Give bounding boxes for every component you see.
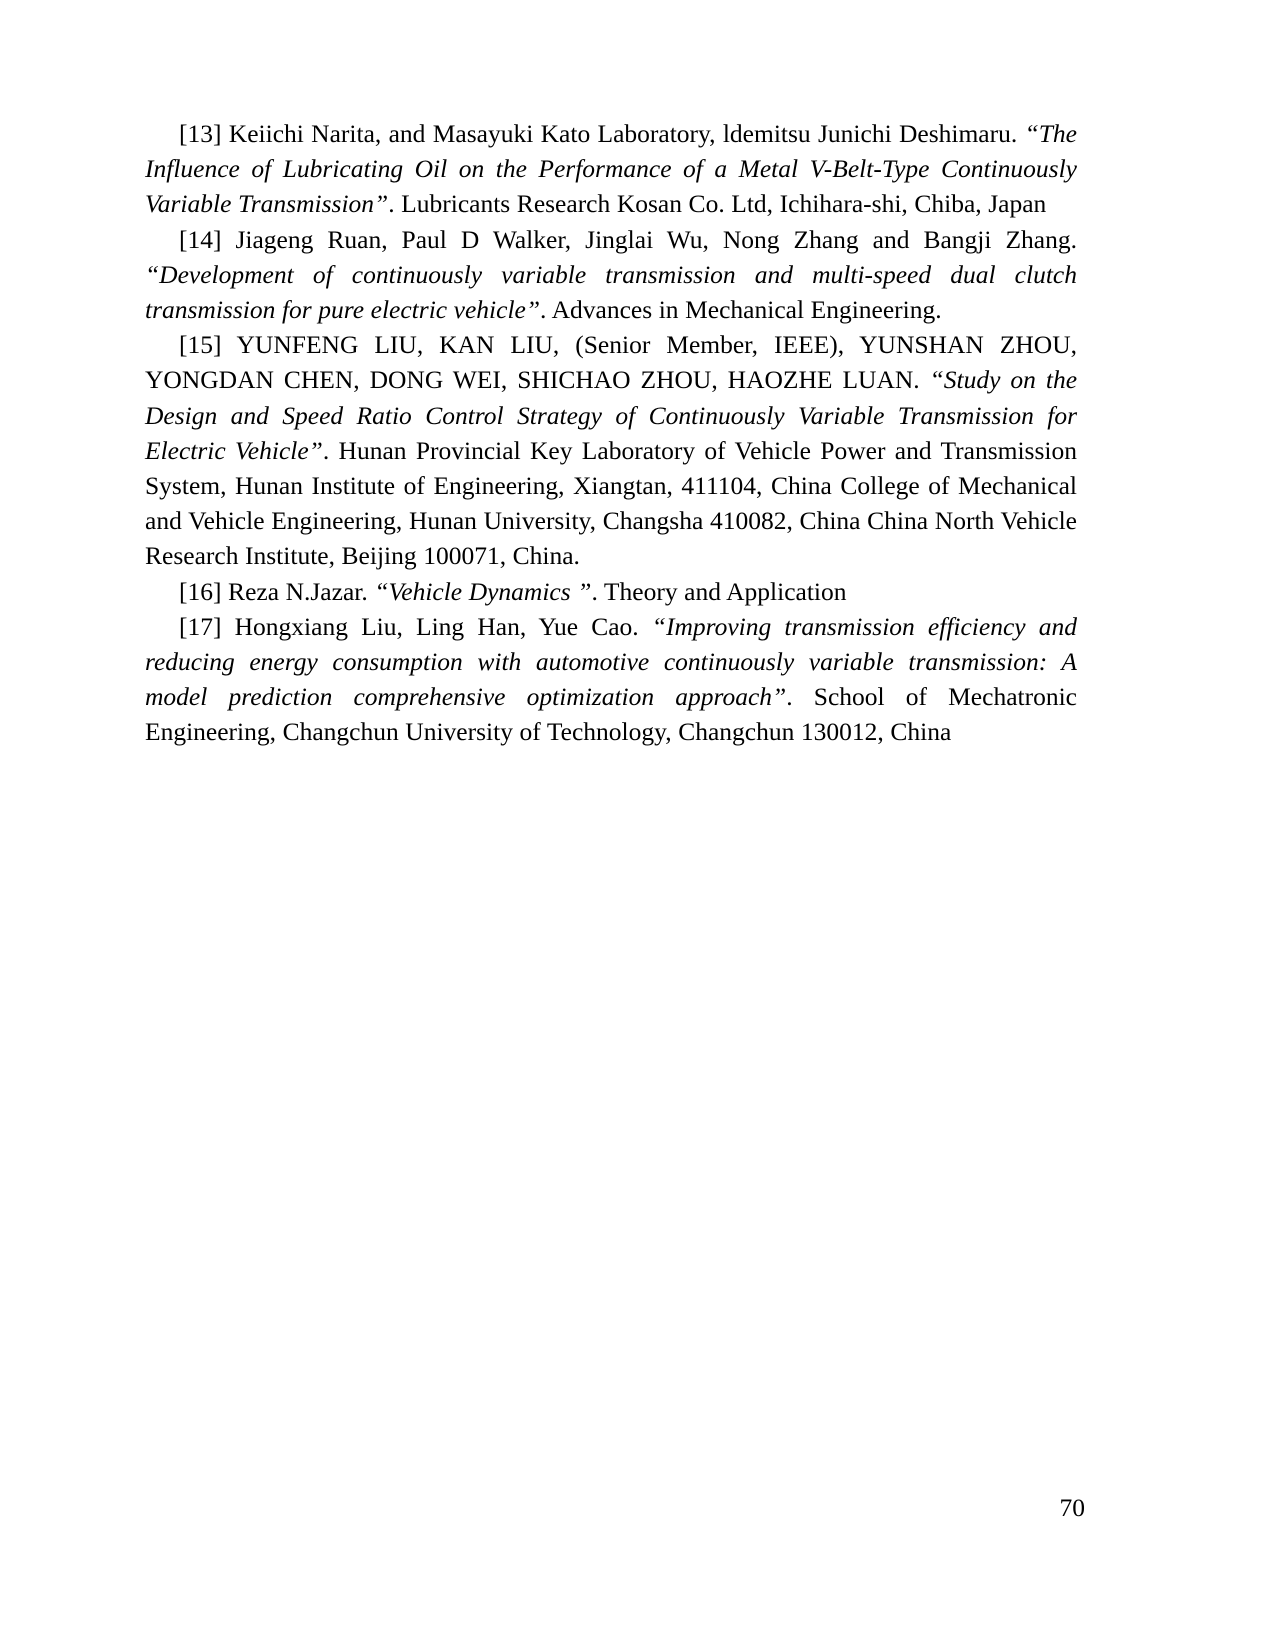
reference-title: “Study on the Design and Speed Ratio Control Strategy of Continuously Variable Transmission for Electric Vehicle”	[145, 365, 1078, 465]
reference-title: “Improving transmission efficiency and reducing energy consumption with automotive continuously variable transmission: A model prediction comprehensive optimization approach”	[145, 611, 1077, 712]
reference-text: . Theory and Application	[591, 576, 847, 606]
reference-text: . Advances in Mechanical Engineering.	[540, 295, 942, 325]
page-number: 70	[1059, 1493, 1085, 1522]
reference-text: . Hunan Provincial Key Laboratory of Vehicle Power and Transmission System, Hunan Institute of Engineering, Xiangtan, 411104, China College of Mechanical and Vehicle Engineering, Hunan University, Changsha 410082, China China North Vehicle Research Institute, Beijing 100071, China.	[145, 435, 1077, 571]
reference-text: [13] Keiichi Narita, and Masayuki Kato Laboratory, ldemitsu Junichi Deshimaru.	[179, 119, 1025, 148]
reference-entry	[145, 574, 1077, 609]
reference-text: [14] Jiageng Ruan, Paul D Walker, Jinglai Wu, Nong Zhang and Bangji Zhang.	[179, 224, 1077, 254]
reference-text: . Lubricants Research Kosan Co. Ltd, Ichihara-shi, Chiba, Japan	[388, 189, 1047, 219]
reference-text: . School of Mechatronic Engineering, Changchun University of Technology, Changchun 130012, China	[145, 682, 1077, 747]
reference-entry	[145, 327, 1077, 573]
reference-entry	[145, 222, 1077, 328]
reference-entry	[145, 116, 1077, 222]
references-list	[145, 116, 1077, 750]
reference-title: “Vehicle Dynamics ”	[374, 576, 592, 606]
reference-text: [16] Reza N.Jazar.	[179, 576, 375, 606]
reference-text: [17] Hongxiang Liu, Ling Han, Yue Cao.	[179, 611, 652, 641]
reference-entry	[145, 609, 1077, 750]
reference-title: “Development of continuously variable transmission and multi-speed dual clutch transmission for pure electric vehicle”	[145, 259, 1077, 325]
reference-title: “The Influence of Lubricating Oil on the Performance of a Metal V-Belt-Type Continuously Variable Transmission”	[145, 119, 1077, 219]
reference-text: [15] YUNFENG LIU, KAN LIU, (Senior Member, IEEE), YUNSHAN ZHOU, YONGDAN CHEN, DONG WEI, SHICHAO ZHOU, HAOZHE LUAN.	[145, 330, 1077, 395]
